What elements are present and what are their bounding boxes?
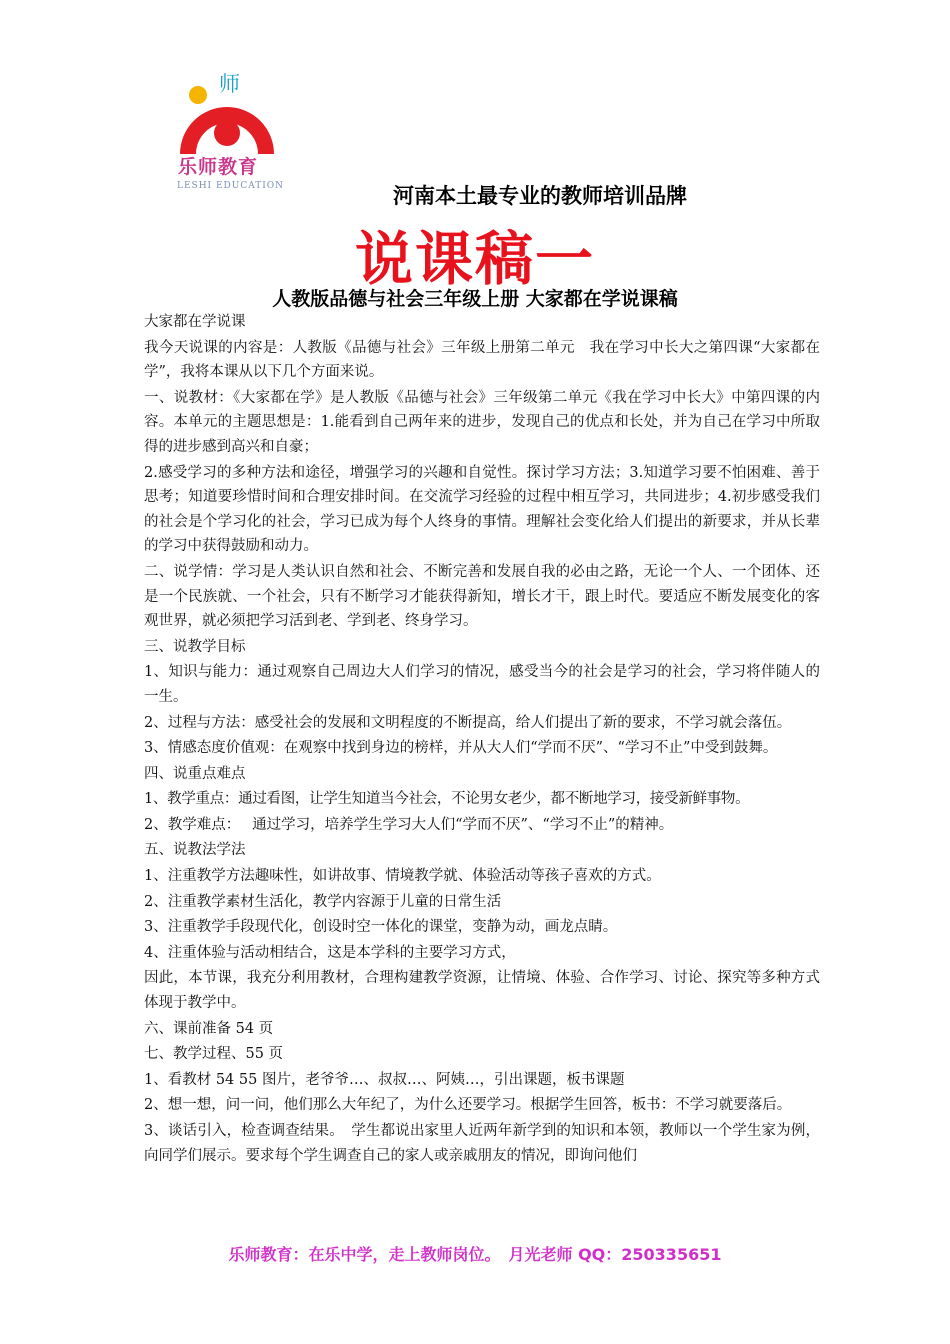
paragraph: 2、想一想，问一问，他们那么大年纪了，为什么还要学习。根据学生回答，板书：不学习就要落后。 — [144, 1097, 792, 1114]
paragraph: 2.感受学习的多种方法和途径，增强学习的兴趣和自觉性。探讨学习方法；3.知道学习要不怕困难、善于思考；知道要珍惜时间和合理安排时间。在交流学习经验的过程中相互学习，共同进步；4.初步感受我们的社会是个学习化的社会，学习已成为每个人终身的事情。理解社会变化给人们提出的新要求，并从长辈的学习中获得鼓励和动力。 — [144, 464, 820, 555]
paragraph: 2、注重教学素材生活化，教学内容源于儿童的日常生活 — [144, 893, 502, 910]
logo-glyph: 师 — [219, 72, 240, 96]
paragraph: 2、过程与方法：感受社会的发展和文明程度的不断提高，给人们提出了新的要求，不学习就会落伍。 — [144, 714, 792, 731]
brand-slogan: 河南本土最专业的教师培训品牌 — [393, 184, 687, 208]
paragraph: 大家都在学说课 — [144, 314, 246, 330]
paragraph: 一、说教材：《大家都在学》是人教版《品德与社会》三年级第二单元《我在学习中长大》中第四课的内容。本单元的主题思想是：1.能看到自己两年来的进步，发现自己的优点和长处，并为自己在学习中所取得的进步感到高兴和自豪； — [144, 389, 820, 455]
paragraph: 4、注重体验与活动相结合，这是本学科的主要学习方式， — [144, 944, 516, 961]
section-heading: 四、说重点难点 — [144, 765, 246, 782]
paragraph: 因此，本节课，我充分利用教材，合理构建教学资源，让情境、体验、合作学习、讨论、探究等多种方式体现于教学中。 — [144, 970, 820, 1012]
logo-name: 乐师教育 — [178, 156, 259, 178]
paragraph: 1、教学重点：通过看图，让学生知道当今社会，不论男女老少，都不断地学习，接受新鲜事物。 — [144, 791, 750, 808]
paragraph: 1、注重教学方法趣味性，如讲故事、情境教学就、体验活动等孩子喜欢的方式。 — [144, 868, 661, 885]
paragraph: 二、说学情：学习是人类认识自然和社会、不断完善和发展自我的必由之路，无论一个人、一个团体、还是一个民族就、一个社会，只有不断学习才能获得新知，增长才干，跟上时代。要适应不断发展变化的客观世界，就必须把学习活到老、学到老、终身学习。 — [144, 563, 820, 630]
paragraph: 3、情感态度价值观：在观察中找到身边的榜样，并从大人们“学而不厌”、“学习不止”中受到鼓舞。 — [144, 740, 778, 757]
paragraph: 我今天说课的内容是：人教版《品德与社会》三年级上册第二单元 我在学习中长大之第四课“大家都在学”，我将本课从以下几个方面来说。 — [144, 339, 820, 381]
paragraph: 3、谈话引入，检查调查结果。 学生都说出家里人近两年新学到的知识和本领，教师以一个学生家为例，向同学们展示。要求每个学生调查自己的家人或亲戚朋友的情况，即询问他们 — [144, 1123, 820, 1164]
paragraph: 1、看教材 54 55 图片，老爷爷…、叔叔…、阿姨…，引出课题，板书课题 — [144, 1071, 625, 1088]
section-heading: 三、说教学目标 — [144, 638, 246, 655]
logo-english: LESHI EDUCATION — [177, 181, 285, 191]
document-body — [144, 310, 820, 1169]
section-heading: 六、课前准备 54 页 — [144, 1020, 274, 1037]
logo-yellow-dot — [189, 86, 207, 104]
footer-contact: 乐师教育：在乐中学，走上教师岗位。 月光老师 QQ：250335651 — [228, 1245, 722, 1264]
paragraph: 3、注重教学手段现代化，创设时空一体化的课堂，变静为动，画龙点睛。 — [144, 919, 618, 936]
section-heading: 五、说教法学法 — [144, 842, 246, 859]
page-subtitle: 人教版品德与社会三年级上册 大家都在学说课稿 — [272, 288, 678, 310]
logo-red-head — [214, 120, 240, 146]
section-heading: 七、教学过程、55 页 — [144, 1046, 284, 1063]
paragraph: 2、教学难点： 通过学习，培养学生学习大人们“学而不厌”、“学习不止”的精神。 — [144, 816, 674, 833]
page-title: 说课稿一 — [354, 225, 595, 293]
paragraph: 1、知识与能力：通过观察自己周边大人们学习的情况，感受当今的社会是学习的社会，学习将伴随人的一生。 — [144, 664, 820, 705]
